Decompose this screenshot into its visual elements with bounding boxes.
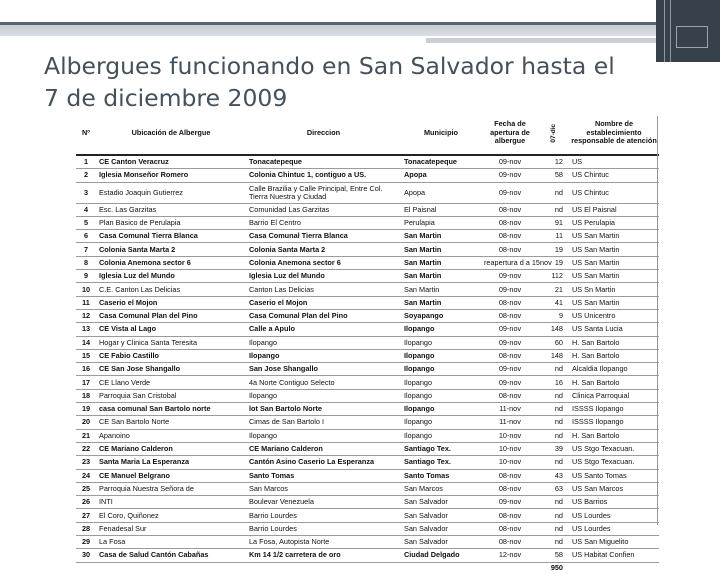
cell-n: 17: [76, 376, 96, 389]
cell-direccion: Barrio Lourdes: [246, 522, 401, 535]
table-row: [76, 309, 659, 322]
cell-direccion: Boulevar Venezuela: [246, 496, 401, 509]
cell-direccion: Barrio Lourdes: [246, 509, 401, 522]
table-row: [76, 469, 659, 482]
cell-count: 16: [539, 376, 569, 389]
cell-fecha: 10-nov: [481, 429, 539, 442]
cell-n: 7: [76, 243, 96, 256]
cell-fecha: 08-nov: [481, 509, 539, 522]
cell-municipio: San Marcos: [401, 482, 481, 495]
table-row: [76, 203, 659, 216]
shelter-table-container: [76, 112, 659, 574]
cell-n: 8: [76, 256, 96, 269]
cell-establecimiento: US San Martin: [569, 270, 659, 283]
cell-n: 1: [76, 155, 96, 169]
cell-n: 25: [76, 482, 96, 495]
cell-ubicacion: CE Mariano Calderon: [96, 442, 246, 455]
cell-direccion: Canton Las Delicias: [246, 283, 401, 296]
cell-establecimiento: US San Martin: [569, 296, 659, 309]
cell-direccion: Comunidad Las Garzitas: [246, 203, 401, 216]
cell-n: 13: [76, 323, 96, 336]
cell-ubicacion: casa comunal San Bartolo norte: [96, 403, 246, 416]
cell-n: 18: [76, 389, 96, 402]
table-row: [76, 536, 659, 549]
cell-ubicacion: Estadio Joaquin Gutierrez: [96, 182, 246, 203]
cell-ubicacion: INTI: [96, 496, 246, 509]
cell-ubicacion: Plan Basico de Perulapia: [96, 216, 246, 229]
table-body: [76, 155, 659, 562]
header-line: [0, 22, 720, 25]
header-n: Nº: [76, 112, 96, 155]
header-municipio: Municipio: [401, 112, 481, 155]
cell-fecha: 09-nov: [481, 496, 539, 509]
table-row: [76, 243, 659, 256]
cell-n: 23: [76, 456, 96, 469]
cell-municipio: Ilopango: [401, 416, 481, 429]
cell-direccion: CE Mariano Calderon: [246, 442, 401, 455]
cell-direccion: 4a Norte Contiguo Selecto: [246, 376, 401, 389]
cell-municipio: Apopa: [401, 182, 481, 203]
cell-direccion: lot San Bartolo Norte: [246, 403, 401, 416]
cell-ubicacion: Iglesia Monseñor Romero: [96, 169, 246, 182]
table-row: [76, 509, 659, 522]
header-count-label: 07-dic: [549, 124, 557, 143]
cell-direccion: Barrio El Centro: [246, 216, 401, 229]
cell-count: 58: [539, 169, 569, 182]
cell-direccion: La Fosa, Autopista Norte: [246, 536, 401, 549]
table-row: [76, 456, 659, 469]
cell-count: nd: [539, 416, 569, 429]
cell-municipio: San Martin: [401, 230, 481, 243]
cell-ubicacion: El Coro, Quiñonez: [96, 509, 246, 522]
cell-establecimiento: US Perulapia: [569, 216, 659, 229]
table-row: [76, 429, 659, 442]
cell-count: nd: [539, 456, 569, 469]
cell-fecha: 08-nov: [481, 349, 539, 362]
slide-title: [44, 50, 684, 114]
cell-establecimiento: US Unicentro: [569, 309, 659, 322]
cell-count: 43: [539, 469, 569, 482]
table-row: [76, 169, 659, 182]
cell-direccion: Casa Comunal Tierra Blanca: [246, 230, 401, 243]
cell-ubicacion: CE San Jose Shangallo: [96, 363, 246, 376]
cell-n: 26: [76, 496, 96, 509]
table-row: [76, 216, 659, 229]
cell-count: nd: [539, 429, 569, 442]
cell-fecha: 09-nov: [481, 169, 539, 182]
cell-establecimiento: US Stgo Texacuan.: [569, 442, 659, 455]
cell-n: 4: [76, 203, 96, 216]
cell-ubicacion: Parroquia Nuestra Señora de: [96, 482, 246, 495]
cell-fecha: 08-nov: [481, 389, 539, 402]
table-row: [76, 323, 659, 336]
cell-municipio: San Martin: [401, 283, 481, 296]
cell-municipio: San Martin: [401, 243, 481, 256]
cell-ubicacion: Parroquia San Cristobal: [96, 389, 246, 402]
cell-direccion: Km 14 1/2 carretera de oro: [246, 549, 401, 562]
cell-fecha: 08-nov: [481, 469, 539, 482]
header-establecimiento: Nombre de establecimiento responsable de atención: [569, 112, 659, 155]
cell-fecha: 09-nov: [481, 336, 539, 349]
cell-direccion: Caserio el Mojon: [246, 296, 401, 309]
cell-municipio: Ilopango: [401, 363, 481, 376]
table-row: [76, 270, 659, 283]
cell-n: 2: [76, 169, 96, 182]
cell-establecimiento: US San Martin: [569, 230, 659, 243]
table-row: [76, 336, 659, 349]
cell-count: nd: [539, 389, 569, 402]
cell-fecha: 09-nov: [481, 363, 539, 376]
cell-municipio: Ilopango: [401, 349, 481, 362]
cell-direccion: Ilopango: [246, 336, 401, 349]
cell-ubicacion: La Fosa: [96, 536, 246, 549]
cell-municipio: Santo Tomas: [401, 469, 481, 482]
cell-fecha: 08-nov: [481, 536, 539, 549]
table-row: [76, 549, 659, 562]
header-direccion: Direccion: [246, 112, 401, 155]
cell-count: nd: [539, 403, 569, 416]
cell-n: 12: [76, 309, 96, 322]
cell-count: nd: [539, 536, 569, 549]
table-header-row: [76, 112, 659, 155]
cell-direccion: Cimas de San Bartolo I: [246, 416, 401, 429]
cell-n: 16: [76, 363, 96, 376]
cell-municipio: San Martin: [401, 296, 481, 309]
total-row: [76, 562, 659, 574]
cell-count: 41: [539, 296, 569, 309]
table-row: [76, 182, 659, 203]
cell-ubicacion: Casa de Salud Cantón Cabañas: [96, 549, 246, 562]
cell-fecha: 08-nov: [481, 309, 539, 322]
cell-direccion: Ilopango: [246, 429, 401, 442]
cell-count: 11: [539, 230, 569, 243]
cell-fecha: reapertura d a 15nov: [481, 256, 539, 269]
cell-ubicacion: Hogar y Clinica Santa Teresita: [96, 336, 246, 349]
cell-direccion: San Marcos: [246, 482, 401, 495]
cell-ubicacion: Caserio el Mojon: [96, 296, 246, 309]
total-spacer-end: [569, 562, 659, 574]
cell-direccion: Casa Comunal Plan del Pino: [246, 309, 401, 322]
cell-establecimiento: US San Marcos: [569, 482, 659, 495]
cell-n: 11: [76, 296, 96, 309]
cell-direccion: Cantón Asino Caserio La Esperanza: [246, 456, 401, 469]
cell-ubicacion: CE Vista al Lago: [96, 323, 246, 336]
cell-municipio: El Paisnal: [401, 203, 481, 216]
cell-direccion: Colonia Anemona sector 6: [246, 256, 401, 269]
cell-fecha: 12-nov: [481, 549, 539, 562]
cell-fecha: 09-nov: [481, 155, 539, 169]
cell-fecha: 09-nov: [481, 376, 539, 389]
cell-n: 10: [76, 283, 96, 296]
cell-direccion: Iglesia Luz del Mundo: [246, 270, 401, 283]
cell-count: 19: [539, 256, 569, 269]
table-right-border: [657, 116, 658, 525]
cell-municipio: Ilopango: [401, 323, 481, 336]
cell-municipio: Perulapia: [401, 216, 481, 229]
cell-n: 20: [76, 416, 96, 429]
cell-fecha: 08-nov: [481, 482, 539, 495]
cell-count: 148: [539, 349, 569, 362]
cell-ubicacion: Apanoino: [96, 429, 246, 442]
cell-establecimiento: H. San Bartolo: [569, 429, 659, 442]
cell-count: nd: [539, 182, 569, 203]
cell-establecimiento: US Stgo Texacuan.: [569, 456, 659, 469]
table-row: [76, 403, 659, 416]
cell-fecha: 08-nov: [481, 296, 539, 309]
cell-establecimiento: US San Miguelito: [569, 536, 659, 549]
table-row: [76, 230, 659, 243]
cell-municipio: Ilopango: [401, 403, 481, 416]
cell-municipio: Ilopango: [401, 336, 481, 349]
cell-count: 12: [539, 155, 569, 169]
header-count: [539, 112, 569, 155]
cell-municipio: Ilopango: [401, 389, 481, 402]
cell-n: 29: [76, 536, 96, 549]
cell-municipio: Tonacatepeque: [401, 155, 481, 169]
cell-count: 21: [539, 283, 569, 296]
corner-box: [676, 26, 708, 48]
cell-establecimiento: H. San Bartolo: [569, 349, 659, 362]
cell-ubicacion: Esc. Las Garzitas: [96, 203, 246, 216]
cell-fecha: 08-nov: [481, 216, 539, 229]
cell-count: nd: [539, 509, 569, 522]
total-value: 950: [539, 562, 569, 574]
table-row: [76, 376, 659, 389]
cell-count: 60: [539, 336, 569, 349]
cell-direccion: Ilopango: [246, 349, 401, 362]
cell-fecha: 08-nov: [481, 243, 539, 256]
table-row: [76, 496, 659, 509]
cell-establecimiento: US Sn Martin: [569, 283, 659, 296]
cell-count: 9: [539, 309, 569, 322]
cell-direccion: Santo Tomas: [246, 469, 401, 482]
cell-ubicacion: C.E. Canton Las Delicias: [96, 283, 246, 296]
cell-ubicacion: CE Fabio Castillo: [96, 349, 246, 362]
cell-count: 39: [539, 442, 569, 455]
cell-municipio: Santiago Tex.: [401, 442, 481, 455]
cell-fecha: 08-nov: [481, 522, 539, 535]
cell-ubicacion: Colonia Santa Marta 2: [96, 243, 246, 256]
cell-n: 9: [76, 270, 96, 283]
cell-n: 15: [76, 349, 96, 362]
cell-fecha: 08-nov: [481, 203, 539, 216]
cell-direccion: San Jose Shangallo: [246, 363, 401, 376]
cell-municipio: San Martin: [401, 256, 481, 269]
cell-direccion: Calle Brazilia y Calle Principal, Entre Col. Tierra Nuestra y Ciudad: [246, 182, 401, 203]
cell-municipio: Ciudad Delgado: [401, 549, 481, 562]
cell-establecimiento: H. San Bartolo: [569, 376, 659, 389]
cell-municipio: Ilopango: [401, 376, 481, 389]
cell-count: 91: [539, 216, 569, 229]
cell-establecimiento: US Lourdes: [569, 522, 659, 535]
cell-count: nd: [539, 522, 569, 535]
cell-ubicacion: Casa Comunal Tierra Blanca: [96, 230, 246, 243]
cell-ubicacion: CE Llano Verde: [96, 376, 246, 389]
cell-establecimiento: US Barrios: [569, 496, 659, 509]
cell-establecimiento: US Lourdes: [569, 509, 659, 522]
accent-bar: [426, 38, 658, 43]
table-row: [76, 363, 659, 376]
table-row: [76, 256, 659, 269]
cell-ubicacion: Casa Comunal Plan del Pino: [96, 309, 246, 322]
cell-ubicacion: CE Canton Veracruz: [96, 155, 246, 169]
cell-direccion: Tonacatepeque: [246, 155, 401, 169]
header-fecha: Fecha de apertura de albergue: [481, 112, 539, 155]
table-row: [76, 442, 659, 455]
header-ubicacion: Ubicación de Albergue: [96, 112, 246, 155]
cell-count: 19: [539, 243, 569, 256]
cell-direccion: Ilopango: [246, 389, 401, 402]
cell-count: nd: [539, 496, 569, 509]
table-row: [76, 296, 659, 309]
cell-n: 21: [76, 429, 96, 442]
cell-n: 19: [76, 403, 96, 416]
cell-establecimiento: H. San Bartolo: [569, 336, 659, 349]
cell-count: nd: [539, 203, 569, 216]
table-row: [76, 522, 659, 535]
cell-ubicacion: Colonia Anemona sector 6: [96, 256, 246, 269]
cell-count: nd: [539, 363, 569, 376]
cell-establecimiento: US Chintuc: [569, 182, 659, 203]
table-row: [76, 389, 659, 402]
cell-fecha: 09-nov: [481, 182, 539, 203]
cell-n: 6: [76, 230, 96, 243]
cell-establecimiento: Alcaldia Ilopango: [569, 363, 659, 376]
cell-n: 28: [76, 522, 96, 535]
title-line-2: 7 de diciembre 2009: [44, 84, 288, 112]
cell-establecimiento: US San Martin: [569, 243, 659, 256]
cell-establecimiento: Clinica Parroquial: [569, 389, 659, 402]
cell-establecimiento: US Chintuc: [569, 169, 659, 182]
cell-direccion: Colonia Santa Marta 2: [246, 243, 401, 256]
cell-n: 3: [76, 182, 96, 203]
cell-fecha: 08-nov: [481, 230, 539, 243]
cell-municipio: San Salvador: [401, 536, 481, 549]
cell-n: 30: [76, 549, 96, 562]
cell-n: 22: [76, 442, 96, 455]
cell-establecimiento: US Santa Lucia: [569, 323, 659, 336]
cell-ubicacion: Santa Maria La Esperanza: [96, 456, 246, 469]
table-row: [76, 482, 659, 495]
cell-establecimiento: ISSSS Ilopango: [569, 403, 659, 416]
cell-establecimiento: ISSSS Ilopango: [569, 416, 659, 429]
title-line-1: Albergues funcionando en San Salvador hasta el: [44, 52, 615, 80]
cell-n: 14: [76, 336, 96, 349]
total-spacer: [76, 562, 539, 574]
cell-ubicacion: Iglesia Luz del Mundo: [96, 270, 246, 283]
cell-municipio: San Salvador: [401, 509, 481, 522]
cell-establecimiento: US El Paisnal: [569, 203, 659, 216]
cell-count: 112: [539, 270, 569, 283]
cell-fecha: 09-nov: [481, 323, 539, 336]
shelter-table: [76, 112, 659, 574]
cell-establecimiento: US: [569, 155, 659, 169]
cell-municipio: San Salvador: [401, 496, 481, 509]
cell-count: 148: [539, 323, 569, 336]
cell-municipio: San Martin: [401, 270, 481, 283]
table-row: [76, 283, 659, 296]
cell-n: 5: [76, 216, 96, 229]
cell-establecimiento: US Santo Tomas: [569, 469, 659, 482]
cell-fecha: 09-nov: [481, 270, 539, 283]
cell-direccion: Calle a Apulo: [246, 323, 401, 336]
cell-municipio: Santiago Tex.: [401, 456, 481, 469]
cell-fecha: 09-nov: [481, 283, 539, 296]
cell-fecha: 10-nov: [481, 442, 539, 455]
cell-municipio: Apopa: [401, 169, 481, 182]
cell-count: 63: [539, 482, 569, 495]
table-row: [76, 349, 659, 362]
cell-fecha: 11-nov: [481, 403, 539, 416]
cell-fecha: 10-nov: [481, 456, 539, 469]
cell-municipio: Soyapango: [401, 309, 481, 322]
cell-n: 27: [76, 509, 96, 522]
cell-count: 58: [539, 549, 569, 562]
cell-establecimiento: US Habitat Confien: [569, 549, 659, 562]
cell-establecimiento: US San Martin: [569, 256, 659, 269]
table-row: [76, 416, 659, 429]
cell-ubicacion: Fenadesal Sur: [96, 522, 246, 535]
table-row: [76, 155, 659, 169]
cell-ubicacion: CE San Bartolo Norte: [96, 416, 246, 429]
cell-fecha: 11-nov: [481, 416, 539, 429]
cell-municipio: Ilopango: [401, 429, 481, 442]
cell-direccion: Colonia Chintuc 1, contiguo a US.: [246, 169, 401, 182]
cell-municipio: San Salvador: [401, 522, 481, 535]
cell-ubicacion: CE Manuel Belgrano: [96, 469, 246, 482]
cell-n: 24: [76, 469, 96, 482]
